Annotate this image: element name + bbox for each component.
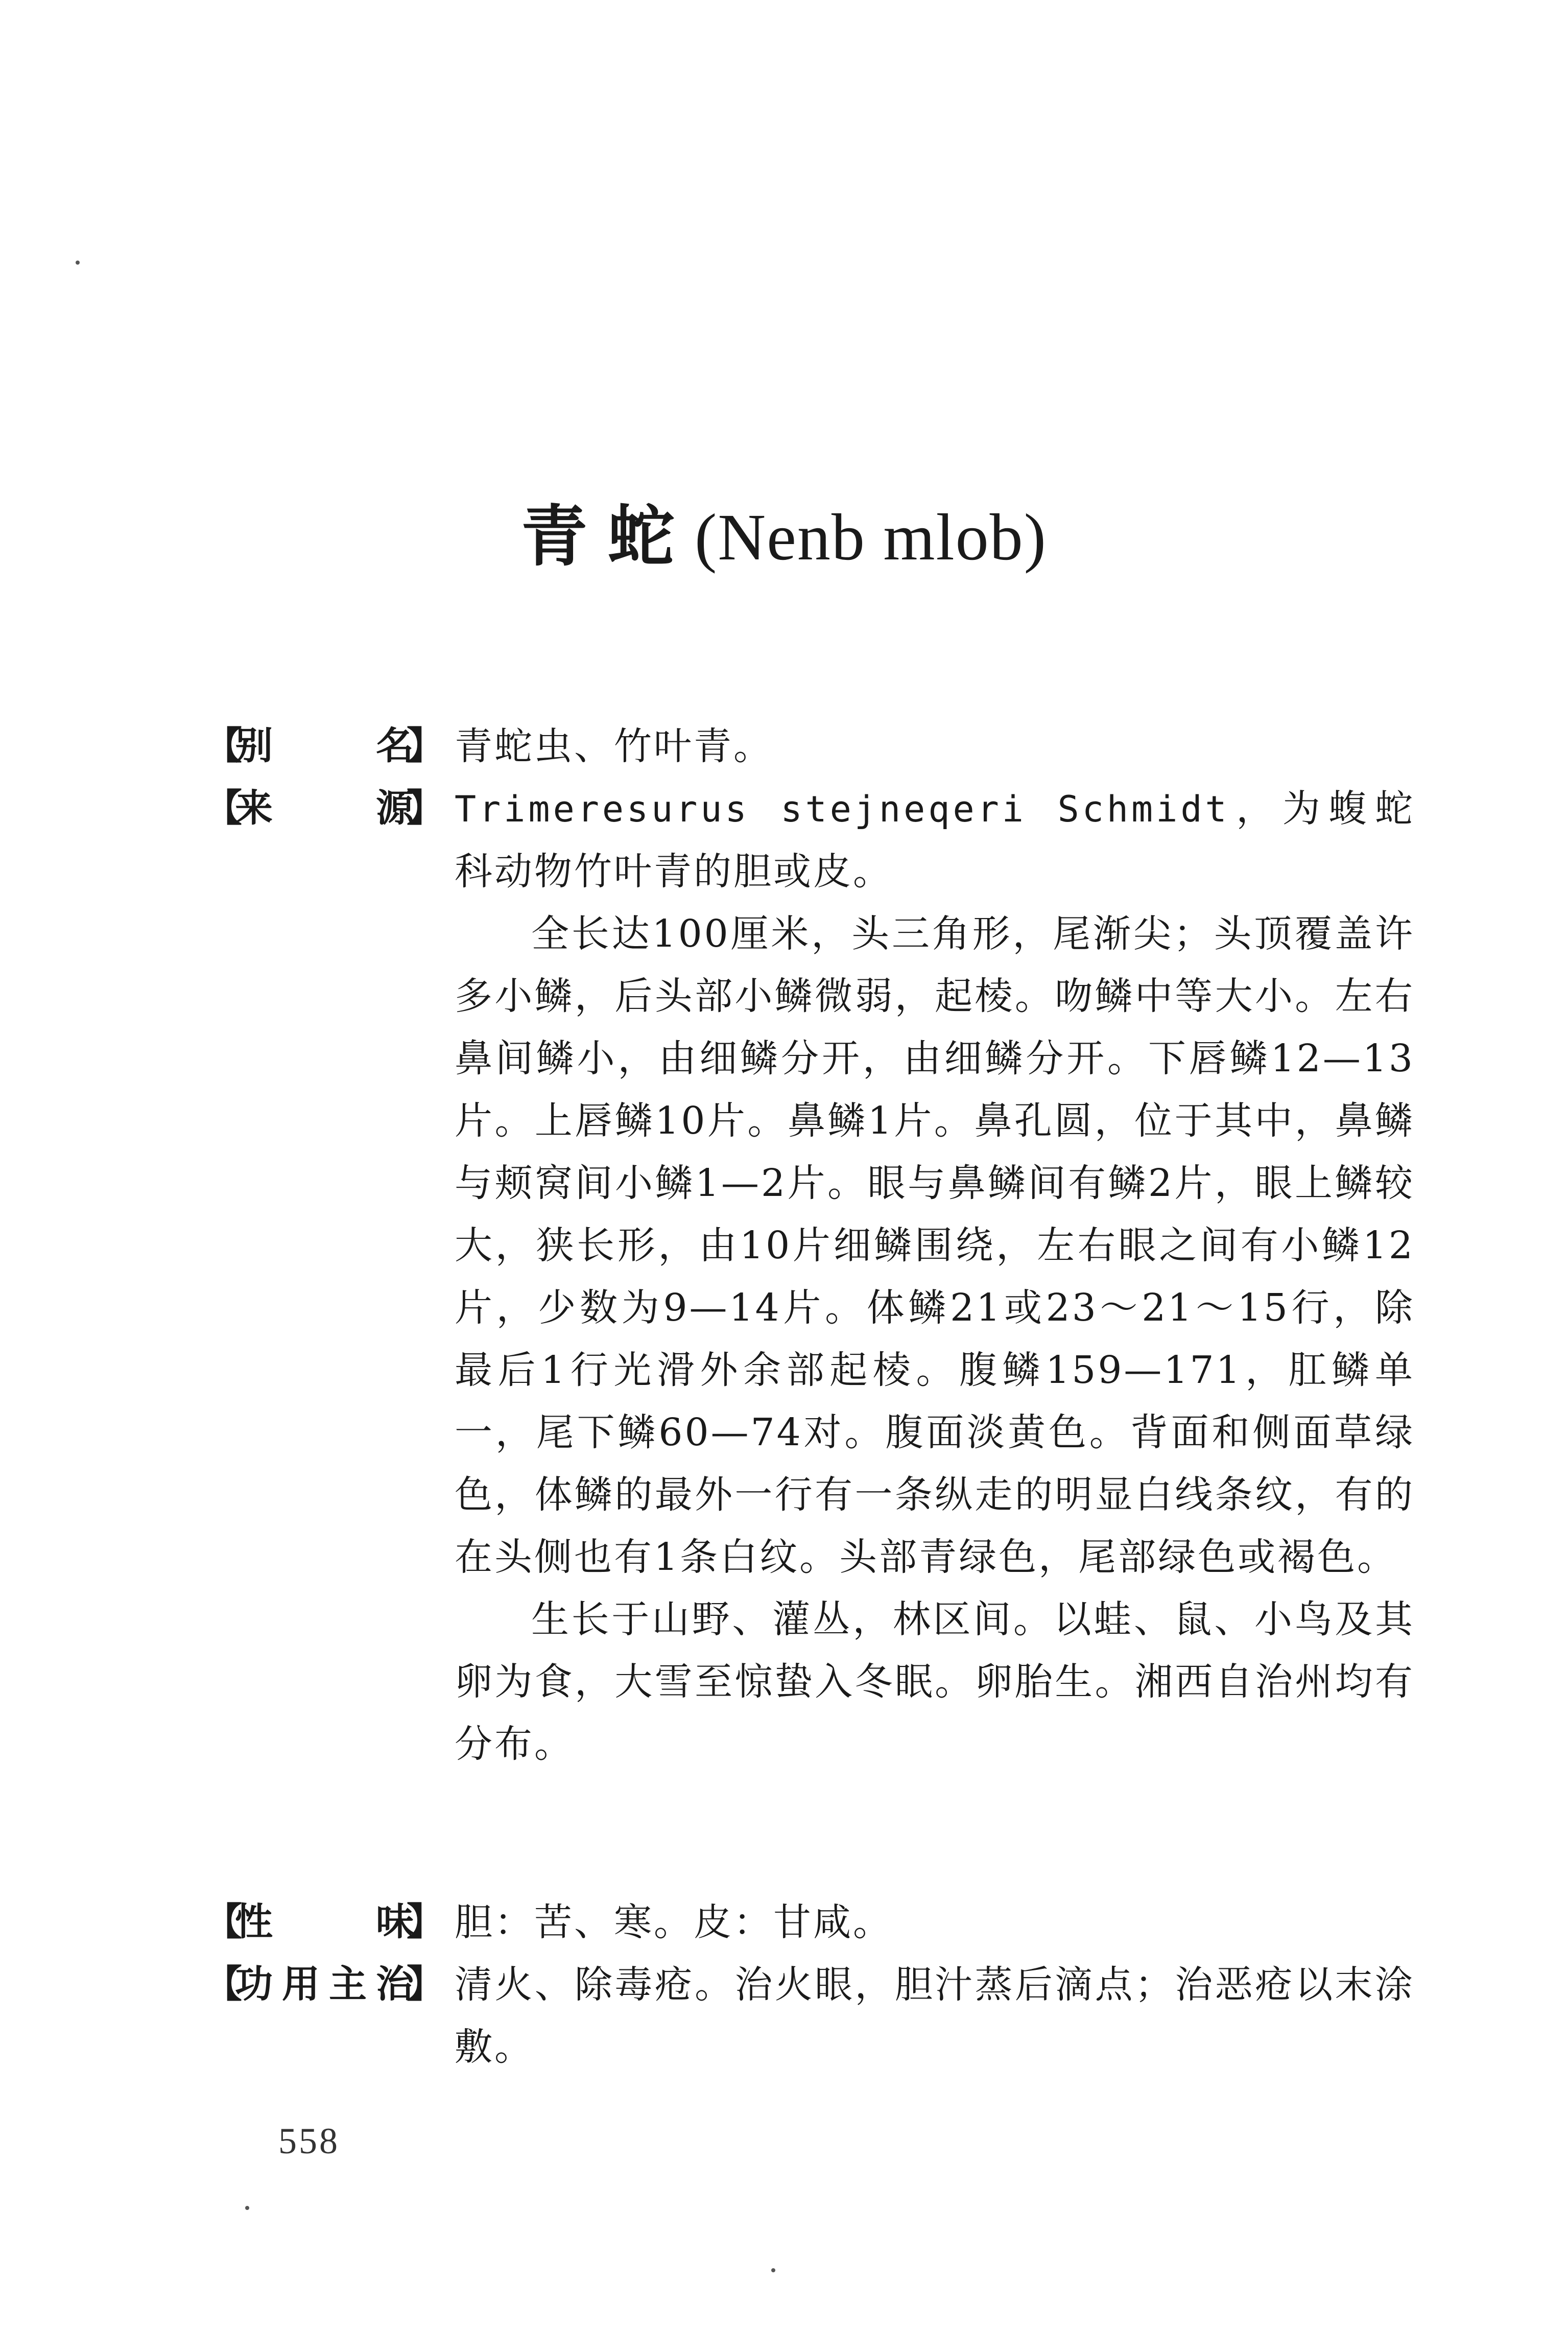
label-char: 性	[235, 1900, 273, 1944]
entry-alias	[204, 715, 1415, 778]
label-close-bracket: 】	[407, 786, 444, 830]
page-title	[0, 490, 1568, 583]
label-open-bracket: 【	[204, 724, 242, 768]
entry-label-nature-taste	[204, 1891, 444, 1953]
entry-label-function	[204, 1954, 444, 2015]
entry-label-source	[204, 778, 444, 839]
label-char: 味	[376, 1900, 414, 1944]
entry-source	[204, 778, 1415, 1775]
label-close-bracket: 】	[407, 1962, 444, 2006]
label-close-bracket: 】	[407, 1900, 444, 1944]
function-text: 清火、除毒疮。治火眼，胆汁蒸后滴点；治恶疮以末涂敷。	[455, 1963, 1415, 2069]
entry-function	[204, 1954, 1415, 2078]
label-open-bracket: 【	[204, 1962, 242, 2006]
source-intro-rest: ，为蝮蛇科动物竹叶青的胆或皮。	[455, 787, 1415, 893]
label-open-bracket: 【	[204, 1900, 242, 1944]
title-chinese: 青蛇	[521, 498, 695, 575]
species-latin-name: Trimeresurus stejneqeri Schmidt	[455, 788, 1230, 830]
alias-text: 青蛇虫、竹叶青。	[455, 724, 773, 768]
label-char: 来	[235, 786, 273, 830]
label-char: 别	[235, 724, 273, 768]
label-char: 名	[376, 724, 414, 768]
nature-taste-text: 胆：苦、寒。皮：甘咸。	[455, 1900, 893, 1944]
source-description: 全长达100厘米，头三角形，尾渐尖；头顶覆盖许多小鳞，后头部小鳞微弱，起棱。吻鳞中等大小。左右鼻间鳞小，由细鳞分开，由细鳞分开。下唇鳞12—13片。上唇鳞10片。鼻鳞1片。鼻孔圆，位于其中，鼻鳞与颊窝间小鳞1—2片。眼与鼻鳞间有鳞2片，眼上鳞较大，狭长形，由10片细鳞围绕，左右眼之间有小鳞12片，少数为9—14片。体鳞21或23～21～15行，除最后1行光滑外余部起棱。腹鳞159—171，肛鳞单一，尾下鳞60—74对。腹面淡黄色。背面和侧面草绿色，体鳞的最外一行有一条纵走的明显白线条纹，有的在头侧也有1条白纹。头部青绿色，尾部绿色或褐色。	[455, 912, 1415, 1579]
source-habitat: 生长于山野、灌丛，林区间。以蛙、鼠、小鸟及其卵为食，大雪至惊蛰入冬眠。卵胎生。湘西自治州均有分布。	[455, 1597, 1415, 1766]
label-close-bracket: 】	[407, 724, 444, 768]
entry-nature-taste	[204, 1891, 1415, 1954]
source-intro	[455, 778, 1415, 903]
label-char: 主	[329, 1962, 367, 2006]
label-open-bracket: 【	[204, 786, 242, 830]
scan-speck	[245, 2206, 249, 2210]
scan-speck	[771, 2268, 775, 2272]
entry-label-alias	[204, 715, 444, 777]
title-latin: (Nenb mlob)	[695, 501, 1047, 574]
label-char: 源	[376, 786, 414, 830]
scan-speck	[76, 261, 80, 265]
label-char: 功	[235, 1962, 273, 2006]
page-number: 558	[278, 2121, 340, 2161]
label-char: 用	[282, 1962, 320, 2006]
label-char: 治	[376, 1962, 414, 2006]
